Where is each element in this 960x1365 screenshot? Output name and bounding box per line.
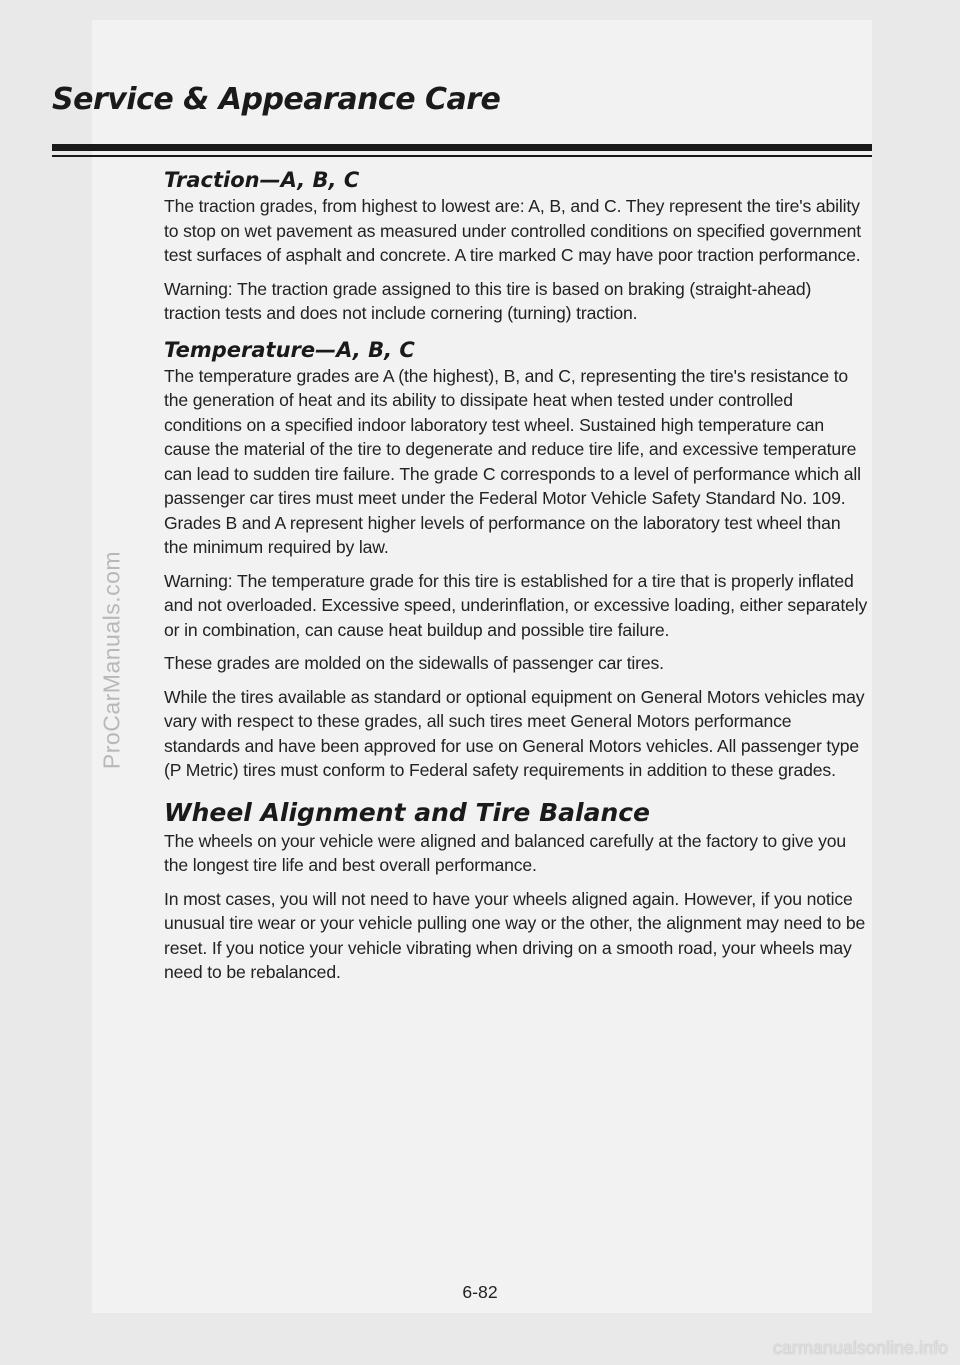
grades-molded-paragraph: These grades are molded on the sidewalls of passenger car tires. [164, 653, 664, 673]
alignment-paragraph-1: The wheels on your vehicle were aligned and balanced carefully at the factory to give you the longest tire life and best overall performance. [164, 830, 847, 875]
traction-warning: Warning: The traction grade assigned to this tire is based on braking (straight-ahead) traction tests and does not include cornering (turning) traction. [164, 278, 812, 323]
alignment-paragraph-2: In most cases, you will not need to have your wheels aligned again. However, if you notice unusual tire wear or your vehicle pulling one way or the other, the alignment may need to be reset. If you notice your vehicle vibrating when driving on a smooth road, your wheels may need to be rebalanced. [164, 888, 866, 982]
temperature-paragraph: The temperature grades are A (the highest), B, and C, representing the tire's resistance to the generation of heat and its ability to dissipate heat when tested under controlled conditions on a specified indoor laboratory test wheel. Sustained high temperature can cause the material of the tire to degenerate and reduce tire life, and excessive temperature can lead to sudden tire failure. The grade C corresponds to a level of performance which all passenger car tires must meet under the Federal Motor Vehicle Safety Standard No. 109. Grades B and A represent higher levels of performance on the laboratory test wheel than the minimum required by law. [164, 365, 861, 557]
temperature-heading: Temperature—A, B, C [164, 337, 415, 362]
page-content [164, 166, 869, 985]
bottom-watermark: carmanualsonline.info [772, 1338, 948, 1358]
page-number: 6-82 [462, 1282, 498, 1302]
side-watermark: ProCarManuals.com [98, 550, 125, 770]
traction-paragraph: The traction grades, from highest to lowest are: A, B, and C. They represent the tire's ability to stop on wet pavement as measured under controlled conditions on specified government test surfaces of asphalt and concrete. A tire marked C may have poor traction performance. [164, 196, 861, 265]
header-rule-thin [52, 155, 872, 157]
section-header-title: Service & Appearance Care [52, 82, 501, 117]
traction-heading: Traction—A, B, C [164, 168, 360, 192]
gm-tires-paragraph: While the tires available as standard or optional equipment on General Motors vehicles may vary with respect to these grades, all such tires meet General Motors performance standards and have been approved for use on General Motors vehicles. All passenger type (P Metric) tires must conform to Federal safety requirements in addition to these grades. [164, 686, 865, 780]
header-rule-thick [52, 144, 872, 151]
temperature-warning: Warning: The temperature grade for this tire is established for a tire that is properly inflated and not overloaded. Excessive speed, underinflation, or excessive loading, either separately or in combination, can cause heat buildup and possible tire failure. [164, 570, 868, 640]
wheel-alignment-heading: Wheel Alignment and Tire Balance [164, 797, 651, 827]
